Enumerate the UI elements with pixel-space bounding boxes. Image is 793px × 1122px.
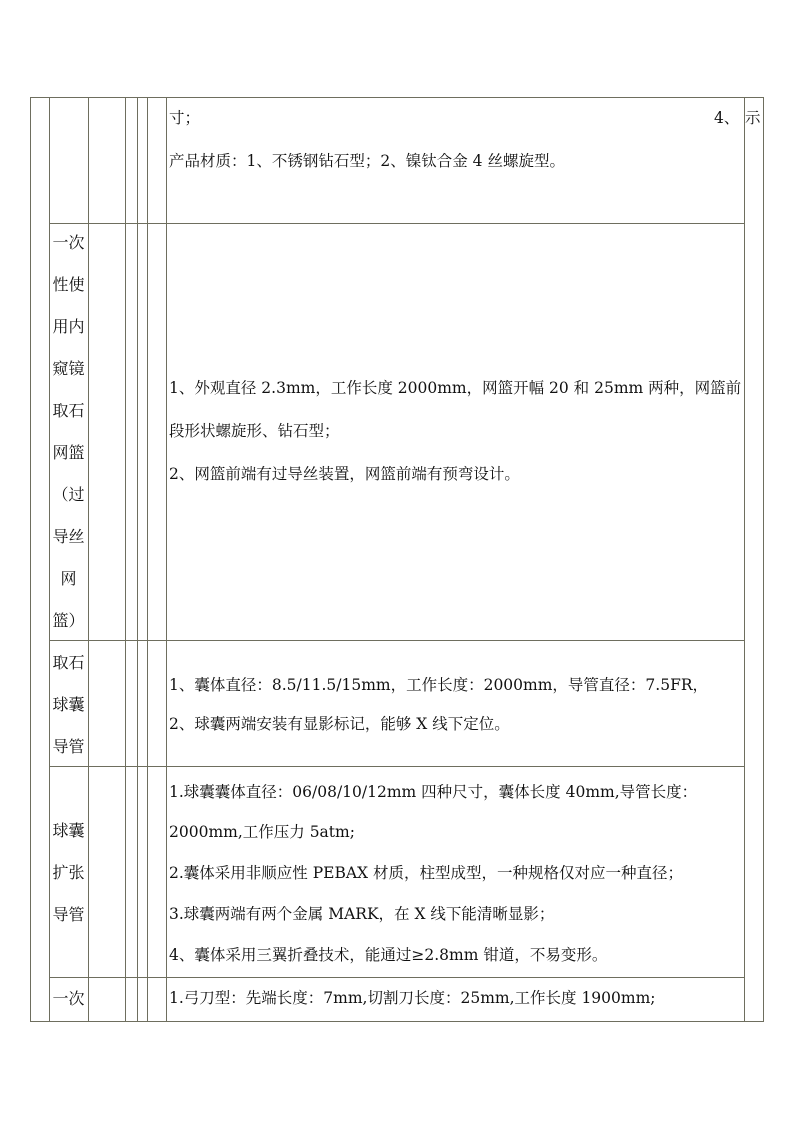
table-row-divider [49,977,744,978]
product-name-line: 网篮 [52,443,85,462]
spec-text: 2000mm,工作压力 5atm; [169,823,355,841]
product-name-line: 窥镜 [52,359,85,378]
table-border-bottom [30,1021,764,1022]
product-name-line: 导丝 [52,527,85,546]
table-border-left [30,97,31,1022]
product-name-line: 性使 [52,275,85,294]
product-name-line: 球囊 [52,821,85,840]
product-name-line: 用内 [52,317,85,336]
product-name-cell [49,642,88,768]
spec-text: 1.弓刀型：先端长度：7mm,切割刀长度：25mm,工作长度 1900mm; [169,989,656,1007]
table-column-divider [147,97,148,1022]
spec-text: 1.球囊囊体直径：06/08/10/12mm 四种尺寸，囊体长度 40mm,导管长度： [169,783,698,801]
product-name-line: 扩张 [52,863,85,882]
product-name-line: （过 [52,485,85,504]
product-name-cell [49,978,88,1020]
product-name-cell [49,222,88,642]
product-name-line: 一次 [52,233,85,252]
spec-text: 段形状螺旋形、钻石型； [169,422,340,440]
table-row-divider [49,640,744,641]
table-column-divider [88,97,89,1022]
product-name-line: 导管 [52,905,85,924]
product-name-line: 网 [60,569,77,588]
spec-text: 2.囊体采用非顺应性 PEBAX 材质，柱型成型，一种规格仅对应一种直径； [169,864,684,882]
table-column-divider [744,97,745,1022]
spec-text: 1、外观直径 2.3mm，工作长度 2000mm，网篮开幅 20 和 25mm 两种，网篮前 [169,379,742,397]
product-name-line: 取石 [52,401,85,420]
product-name-cell [49,810,88,936]
table-row-divider [49,223,744,224]
spec-text: 示 [745,109,761,127]
table-row-divider [49,766,744,767]
table-border-right [763,97,764,1022]
table-column-divider [125,97,126,1022]
spec-text: 2、球囊两端安装有显影标记，能够 X 线下定位。 [169,715,510,733]
product-name-line: 导管 [52,737,85,756]
product-name-line: 一次 [52,989,85,1008]
table-column-divider [166,97,167,1022]
spec-text: 2、网篮前端有过导丝装置，网篮前端有预弯设计。 [169,465,520,483]
product-name-line: 取石 [52,653,85,672]
spec-text: 1、囊体直径：8.5/11.5/15mm，工作长度：2000mm，导管直径：7.5FR， [169,676,709,694]
spec-text: 4、 [714,109,740,127]
table-border-top [30,97,764,98]
spec-text: 寸； [169,109,201,127]
product-name-line: 球囊 [52,695,85,714]
spec-text: 产品材质：1、不锈钢钻石型；2、镍钛合金 4 丝螺旋型。 [169,152,565,170]
spec-text: 3.球囊两端有两个金属 MARK，在 X 线下能清晰显影； [169,905,555,923]
product-name-line: 篮） [52,611,85,630]
spec-text: 4、囊体采用三翼折叠技术，能通过≥2.8mm 钳道，不易变形。 [169,946,608,964]
table-column-divider [137,97,138,1022]
